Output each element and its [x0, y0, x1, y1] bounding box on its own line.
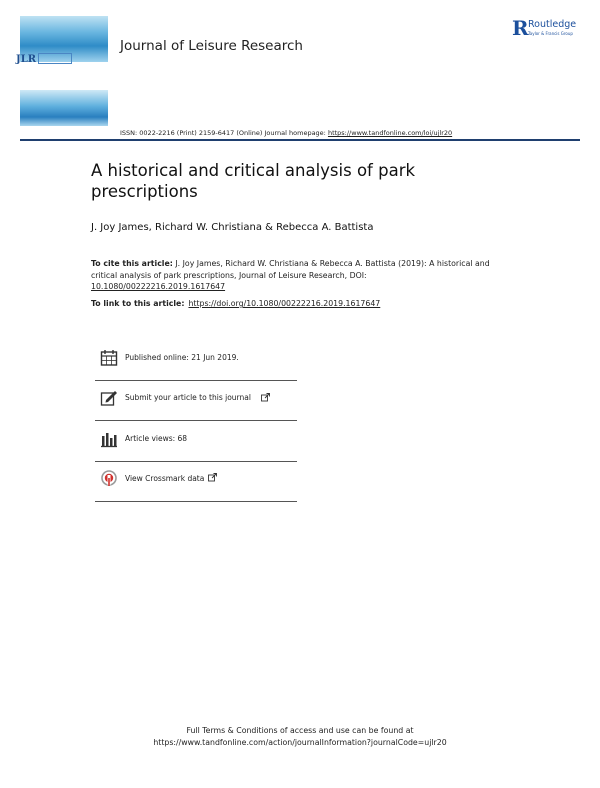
footer [0, 725, 600, 749]
issn-line [120, 129, 452, 137]
external-link-icon [261, 393, 270, 402]
article-authors: J. Joy James, Richard W. Christiana & Rebecca A. Battista [91, 222, 374, 233]
article-doi-url[interactable]: https://doi.org/10.1080/00222216.2019.1617647 [188, 299, 381, 308]
citation-label: To cite this article: [91, 259, 173, 268]
citation-text: J. Joy James, Richard W. Christiana & Rebecca A. Battista (2019): A historical and critical analysis of park prescriptions, Journal of Leisure Research, DOI: [91, 259, 490, 280]
bar-chart-icon [100, 430, 118, 448]
article-title: A historical and critical analysis of park prescriptions [91, 161, 416, 201]
crossmark-icon [100, 470, 118, 488]
journal-title: Journal of Leisure Research [120, 38, 303, 54]
journal-cover-image [20, 16, 108, 126]
submit-article-link[interactable]: Submit your article to this journal [125, 393, 251, 402]
edit-icon [100, 389, 118, 407]
cover-abbrev: JLR [16, 54, 37, 65]
article-views-row [95, 422, 297, 462]
header-rule [20, 139, 580, 141]
link-label: To link to this article: [91, 299, 185, 308]
link-line [91, 299, 380, 308]
publisher-subtitle: Taylor & Francis Group [528, 31, 573, 36]
publisher-logo [512, 18, 592, 42]
external-link-icon [208, 473, 217, 482]
crossmark-link[interactable]: View Crossmark data [125, 474, 205, 483]
issn-text: ISSN: 0022-2216 (Print) 2159-6417 (Online) Journal homepage: [120, 129, 326, 137]
article-views-count: Article views: 68 [125, 434, 188, 443]
published-row [95, 341, 297, 381]
cover-logo-box [38, 53, 72, 64]
crossmark-row[interactable] [95, 462, 297, 502]
footer-terms: Full Terms & Conditions of access and use can be found at [186, 726, 414, 735]
citation-block [91, 258, 491, 293]
footer-url[interactable]: https://www.tandfonline.com/action/journalInformation?journalCode=ujlr20 [153, 738, 447, 747]
routledge-r-icon: R [512, 16, 529, 40]
publisher-name: Routledge [528, 19, 577, 30]
citation-doi-link[interactable]: 10.1080/00222216.2019.1617647 [91, 282, 226, 291]
submit-article-row[interactable] [95, 381, 297, 421]
published-date: Published online: 21 Jun 2019. [125, 353, 239, 362]
journal-homepage-link[interactable]: https://www.tandfonline.com/loi/ujlr20 [327, 129, 453, 137]
cover-wave-bottom [20, 90, 108, 126]
calendar-icon [100, 349, 118, 367]
cover-band [20, 62, 108, 90]
